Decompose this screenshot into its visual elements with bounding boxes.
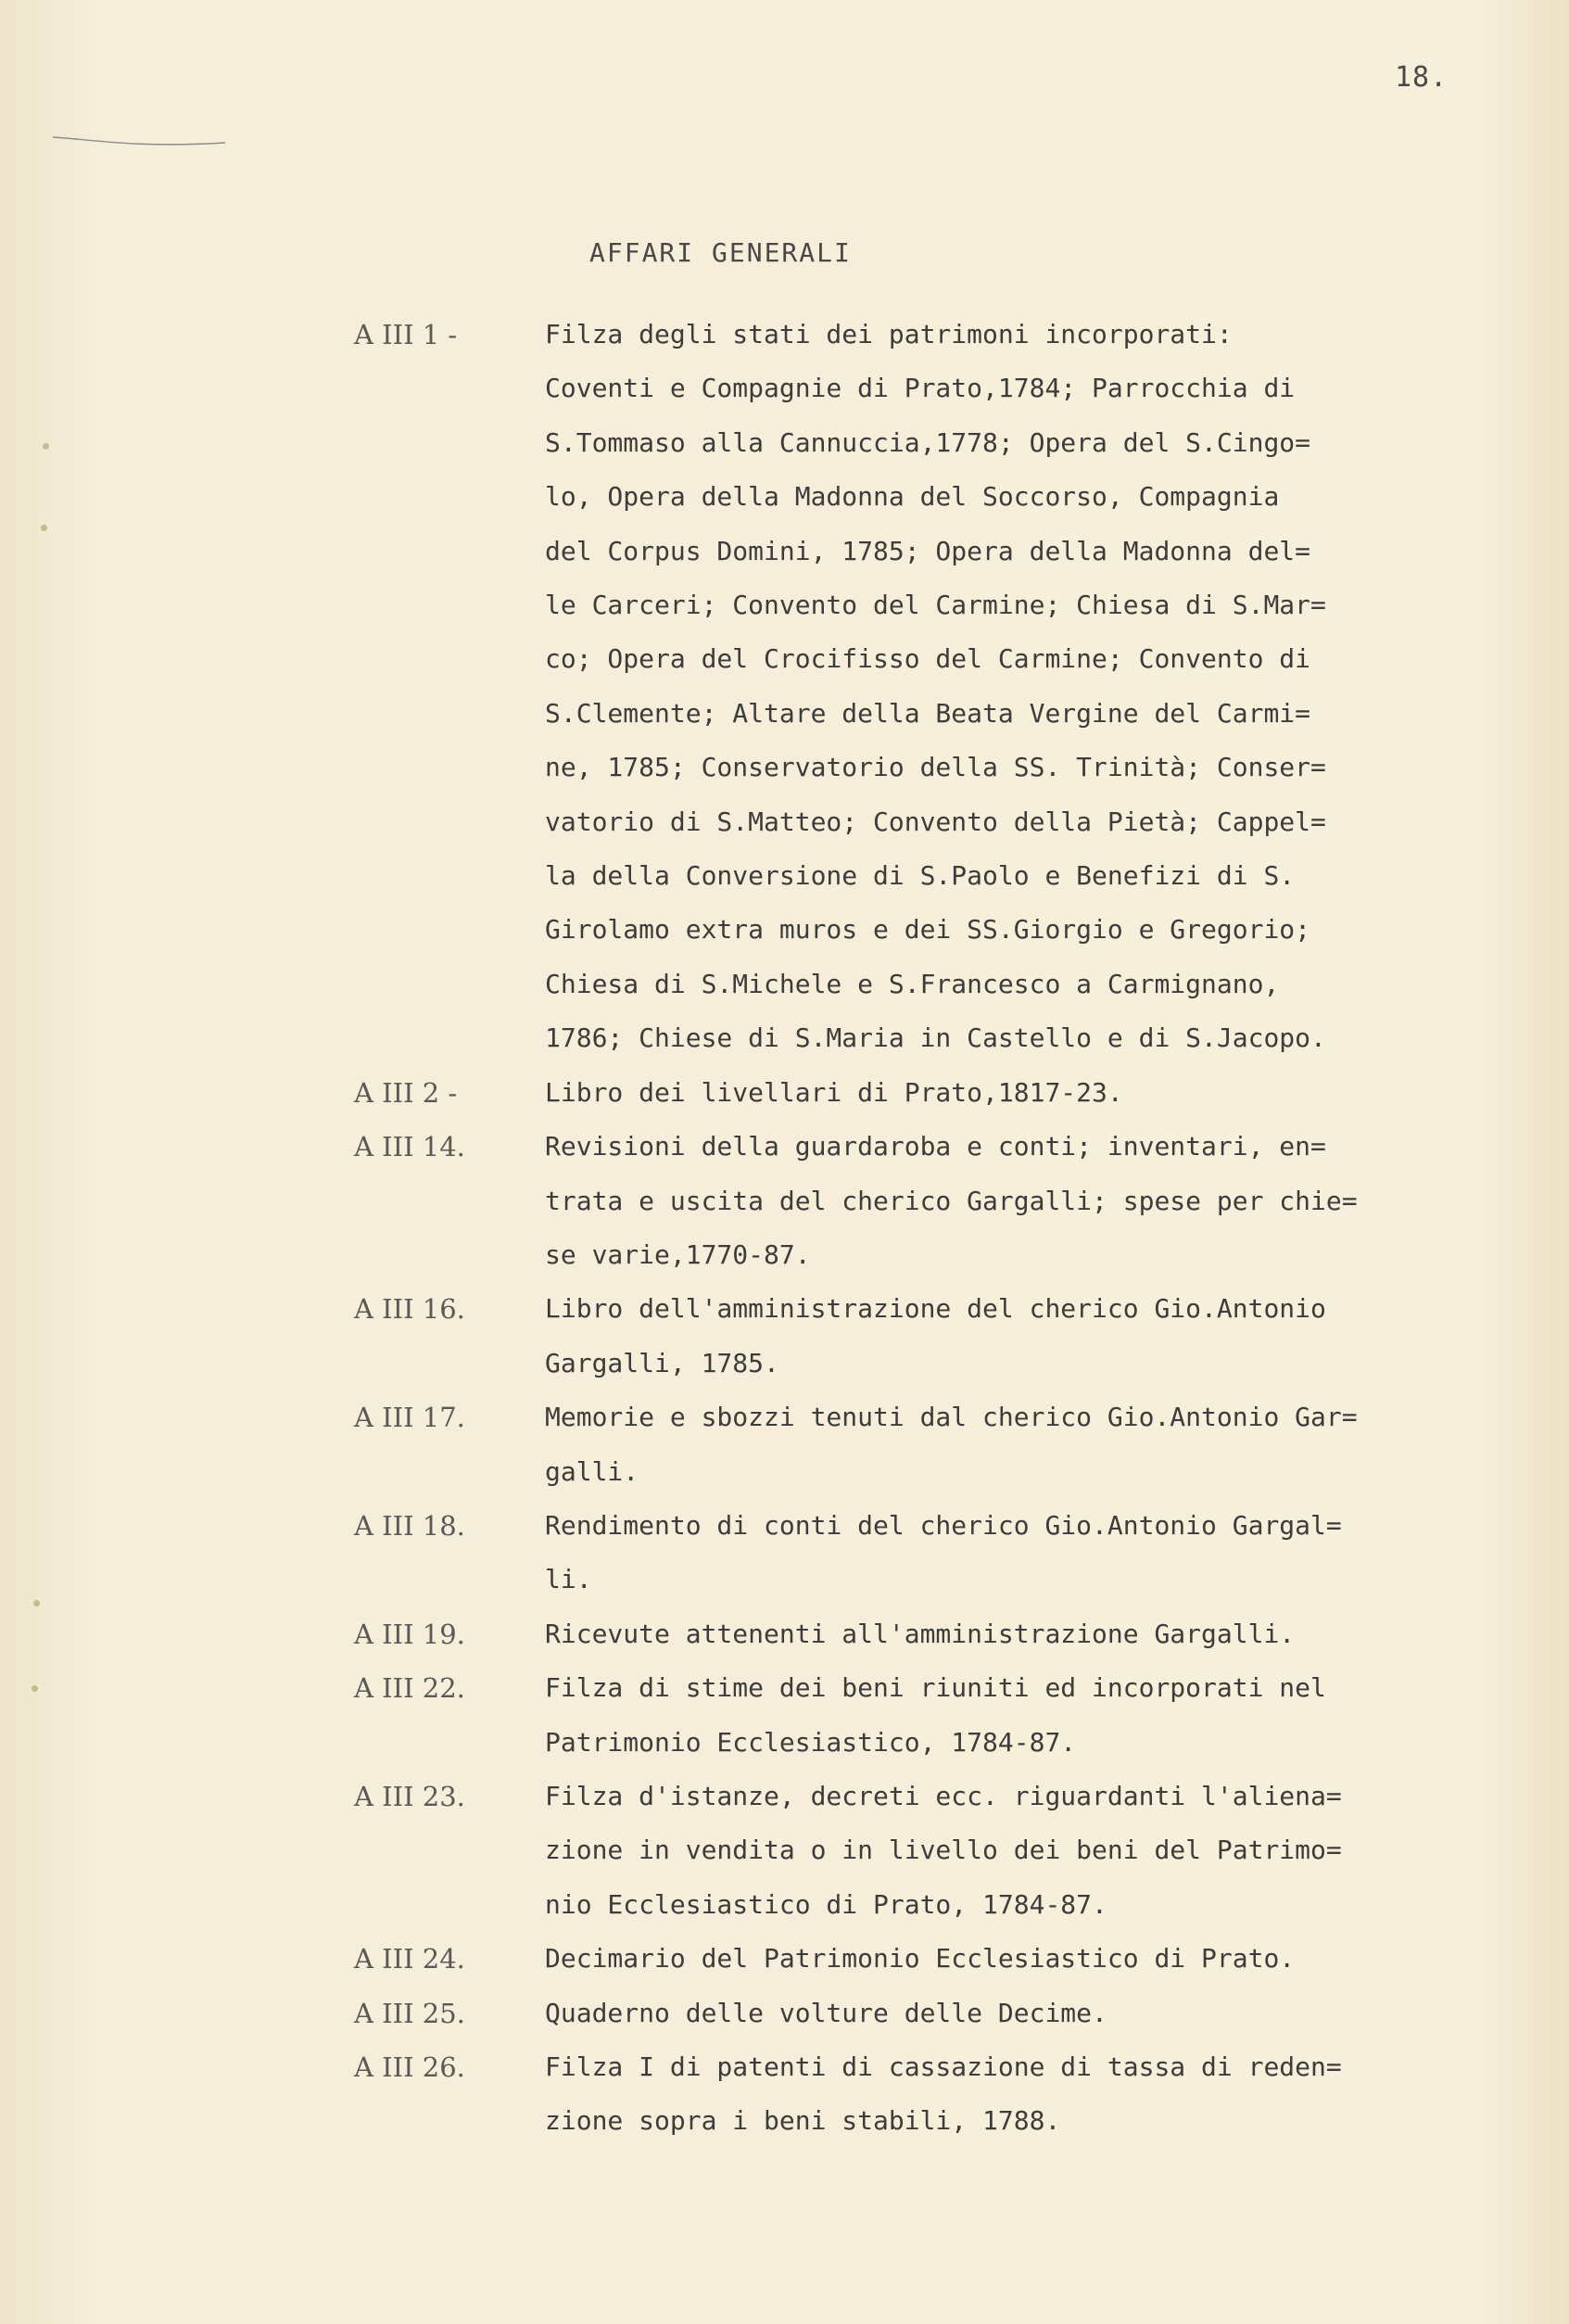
- description-line: Filza d'istanze, decreti ecc. riguardanti l'aliena=: [545, 1780, 1342, 1811]
- description-line: Ricevute attenenti all'amministrazione Gargalli.: [545, 1618, 1296, 1649]
- entry-code: A III 14.: [354, 1131, 465, 1163]
- catalog-entry: [354, 1607, 1550, 1661]
- description-line: nio Ecclesiastico di Prato, 1784-87.: [545, 1888, 1107, 1920]
- description-line: co; Opera del Crocifisso del Carmine; Convento di: [545, 643, 1311, 675]
- description-line: Memorie e sbozzi tenuti dal cherico Gio.Antonio Gar=: [545, 1402, 1358, 1433]
- entry-description: [545, 1120, 1550, 1282]
- description-line: Filza I di patenti di cassazione di tassa di reden=: [545, 2051, 1342, 2082]
- catalog-entry: [354, 1499, 1550, 1607]
- description-line: Rendimento di conti del cherico Gio.Antonio Gargal=: [545, 1509, 1342, 1541]
- description-line: Gargalli, 1785.: [545, 1347, 779, 1378]
- entry-code: A III 18.: [354, 1509, 465, 1542]
- catalog-entry: [354, 1120, 1550, 1282]
- description-line: trata e uscita del cherico Gargalli; spese per chie=: [545, 1185, 1358, 1216]
- entry-description: [545, 308, 1550, 1066]
- description-line: 1786; Chiese di S.Maria in Castello e di S.Jacopo.: [545, 1022, 1326, 1054]
- entry-description: [545, 1770, 1550, 1932]
- description-line: S.Tommaso alla Cannuccia,1778; Opera del S.Cingo=: [545, 426, 1311, 458]
- description-line: Decimario del Patrimonio Ecclesiastico di Prato.: [545, 1943, 1296, 1975]
- entry-code: A III 19.: [354, 1618, 465, 1650]
- entry-description: [545, 1661, 1550, 1770]
- description-line: ne, 1785; Conservatorio della SS. Trinità; Conser=: [545, 752, 1326, 783]
- description-line: galli.: [545, 1455, 639, 1487]
- catalog-entry: [354, 1391, 1550, 1499]
- description-line: Filza di stime dei beni riuniti ed incorporati nel: [545, 1672, 1326, 1704]
- description-line: lo, Opera della Madonna del Soccorso, Compagnia: [545, 481, 1280, 513]
- description-line: Filza degli stati dei patrimoni incorporati:: [545, 319, 1233, 349]
- entry-description: [545, 1066, 1550, 1120]
- description-line: zione sopra i beni stabili, 1788.: [545, 2105, 1061, 2137]
- catalog-entry: [354, 1987, 1550, 2040]
- description-line: la della Conversione di S.Paolo e Benefizi di S.: [545, 860, 1296, 892]
- punch-hole: [43, 443, 49, 450]
- catalog-entry: [354, 2040, 1550, 2149]
- catalog-entry: [354, 1066, 1550, 1120]
- entry-code: A III 25.: [354, 1997, 465, 2029]
- description-line: Patrimonio Ecclesiastico, 1784-87.: [545, 1726, 1077, 1758]
- entry-description: [545, 1987, 1550, 2040]
- entry-code: A III 23.: [354, 1780, 465, 1812]
- description-line: Libro dell'amministrazione del cherico Gio.Antonio: [545, 1293, 1326, 1325]
- entry-code: A III 2 -: [354, 1076, 458, 1109]
- entry-code: A III 24.: [354, 1943, 465, 1975]
- catalog-entry: [354, 1770, 1550, 1932]
- catalog-entry: [354, 1661, 1550, 1770]
- punch-hole: [32, 1685, 38, 1692]
- entry-list: [354, 308, 1550, 2149]
- entry-description: [545, 2040, 1550, 2149]
- punch-hole: [33, 1600, 40, 1606]
- description-line: Coventi e Compagnie di Prato,1784; Parrocchia di: [545, 373, 1296, 404]
- description-line: S.Clemente; Altare della Beata Vergine del Carmi=: [545, 697, 1311, 729]
- description-line: li.: [545, 1564, 592, 1595]
- catalog-entry: [354, 1282, 1550, 1391]
- entry-description: [545, 1282, 1550, 1391]
- entry-code: A III 26.: [354, 2051, 465, 2083]
- description-line: vatorio di S.Matteo; Convento della Pietà; Cappel=: [545, 806, 1326, 837]
- catalog-entry: [354, 308, 1550, 1066]
- entry-description: [545, 1607, 1550, 1661]
- punch-hole: [41, 525, 47, 531]
- description-line: del Corpus Domini, 1785; Opera della Madonna del=: [545, 535, 1311, 566]
- description-line: se varie,1770-87.: [545, 1238, 811, 1270]
- description-line: Chiesa di S.Michele e S.Francesco a Carmignano,: [545, 968, 1280, 999]
- entry-code: A III 1 -: [354, 319, 458, 350]
- entry-description: [545, 1499, 1550, 1607]
- description-line: Quaderno delle volture delle Decime.: [545, 1997, 1107, 2028]
- description-line: zione in vendita o in livello dei beni del Patrimo=: [545, 1835, 1342, 1866]
- description-line: Revisioni della guardaroba e conti; inventari, en=: [545, 1131, 1326, 1162]
- page-number: 18.: [1395, 61, 1449, 94]
- pencil-mark: [51, 130, 227, 158]
- description-line: Libro dei livellari di Prato,1817-23.: [545, 1076, 1123, 1108]
- entry-code: A III 17.: [354, 1402, 465, 1434]
- catalog-entry: [354, 1932, 1550, 1986]
- entry-code: A III 16.: [354, 1293, 465, 1326]
- entry-description: [545, 1391, 1550, 1499]
- description-line: le Carceri; Convento del Carmine; Chiesa di S.Mar=: [545, 590, 1326, 621]
- entry-description: [545, 1932, 1550, 1986]
- entry-code: A III 22.: [354, 1672, 465, 1705]
- section-title: AFFARI GENERALI: [589, 237, 852, 268]
- description-line: Girolamo extra muros e dei SS.Giorgio e Gregorio;: [545, 914, 1311, 946]
